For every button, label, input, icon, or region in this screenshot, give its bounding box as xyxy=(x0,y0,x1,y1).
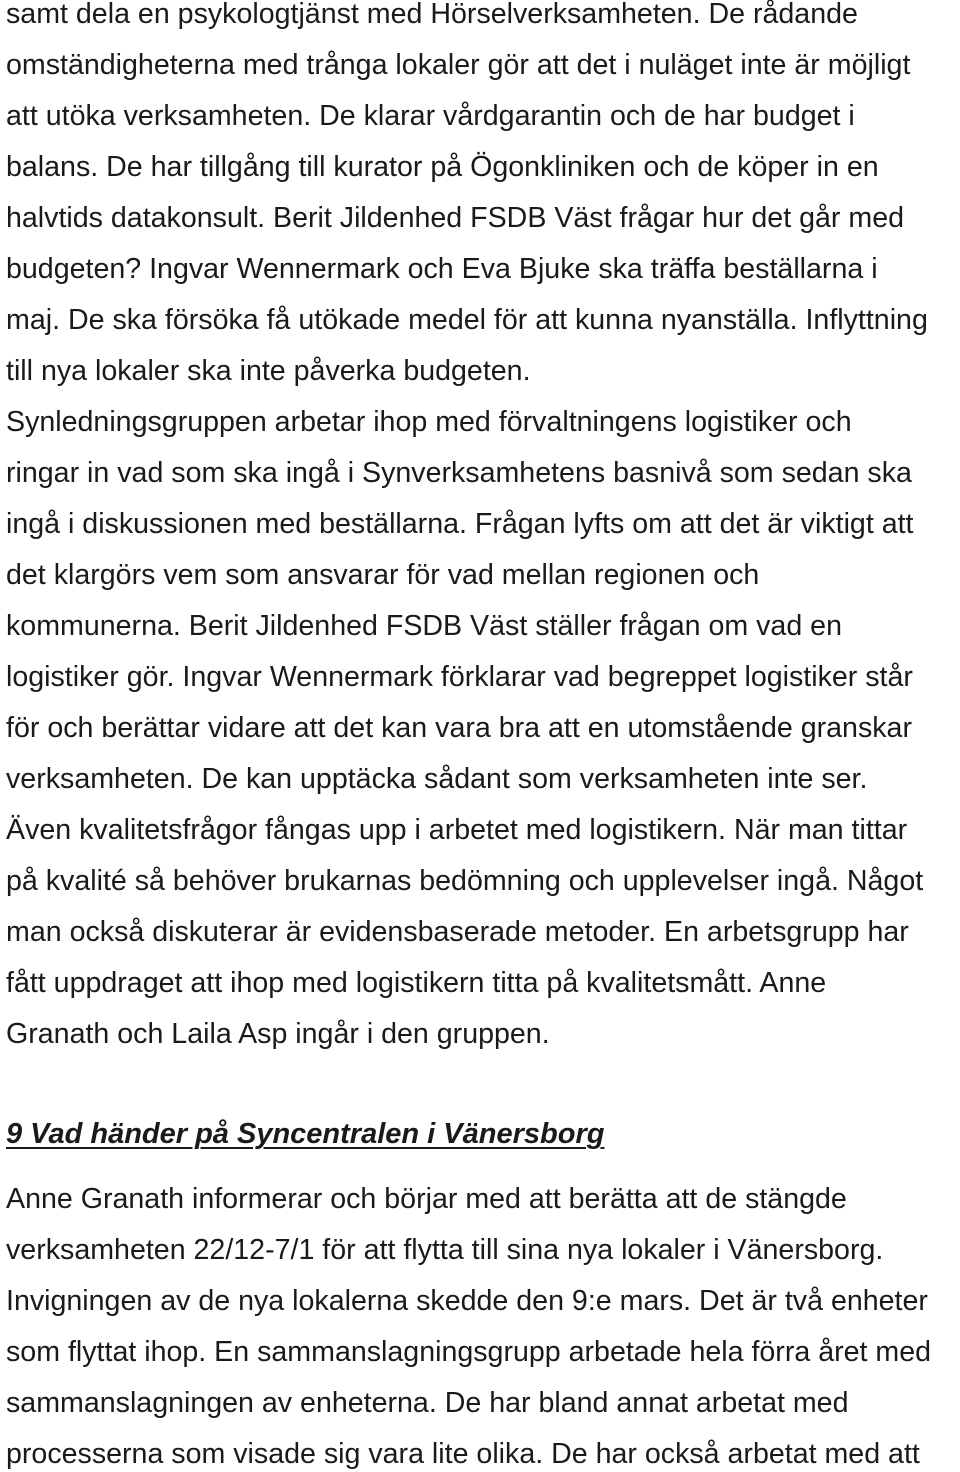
text-line: Granath och Laila Asp ingår i den gruppen. xyxy=(6,1018,550,1050)
text-line: maj. De ska försöka få utökade medel för att kunna nyanställa. Inflyttning xyxy=(6,304,928,336)
text-line: verksamheten. De kan upptäcka sådant som verksamheten inte ser. xyxy=(6,763,868,795)
text-line: Synledningsgruppen arbetar ihop med förvaltningens logistiker och xyxy=(6,406,852,438)
text-line: omständigheterna med trånga lokaler gör att det i nuläget inte är möjligt xyxy=(6,49,911,81)
text-line: fått uppdraget att ihop med logistikern titta på kvalitetsmått. Anne xyxy=(6,967,827,999)
text-line: sammanslagningen av enheterna. De har bland annat arbetat med xyxy=(6,1387,849,1419)
text-line: som flyttat ihop. En sammanslagningsgrupp arbetade hela förra året med xyxy=(6,1336,932,1368)
text-line: ingå i diskussionen med beställarna. Frågan lyfts om att det är viktigt att xyxy=(6,508,914,540)
text-line: balans. De har tillgång till kurator på Ögonkliniken och de köper in en xyxy=(6,151,879,183)
text-line: att utöka verksamheten. De klarar vårdgarantin och de har budget i xyxy=(6,100,855,132)
text-line: halvtids datakonsult. Berit Jildenhed FSDB Väst frågar hur det går med xyxy=(6,202,904,234)
text-line: Även kvalitetsfrågor fångas upp i arbetet med logistikern. När man tittar xyxy=(6,814,908,846)
text-line: samt dela en psykologtjänst med Hörselverksamheten. De rådande xyxy=(6,0,858,30)
text-line: verksamheten 22/12-7/1 för att flytta till sina nya lokaler i Vänersborg. xyxy=(6,1234,884,1266)
text-line: man också diskuterar är evidensbaserade metoder. En arbetsgrupp har xyxy=(6,916,909,948)
text-line: processerna som visade sig vara lite olika. De har också arbetat med att xyxy=(6,1438,920,1470)
text-line: budgeten? Ingvar Wennermark och Eva Bjuke ska träffa beställarna i xyxy=(6,253,878,285)
text-line: logistiker gör. Ingvar Wennermark förklarar vad begreppet logistiker står xyxy=(6,661,913,693)
text-line: för och berättar vidare att det kan vara bra att en utomstående granskar xyxy=(6,712,912,744)
text-line: på kvalité så behöver brukarnas bedömning och upplevelser ingå. Något xyxy=(6,865,924,897)
text-line: det klargörs vem som ansvarar för vad mellan regionen och xyxy=(6,559,760,591)
text-line: Invigningen av de nya lokalerna skedde den 9:e mars. Det är två enheter xyxy=(6,1285,928,1317)
text-line: Anne Granath informerar och börjar med att berätta att de stängde xyxy=(6,1183,847,1215)
text-line: kommunerna. Berit Jildenhed FSDB Väst ställer frågan om vad en xyxy=(6,610,842,642)
section-heading xyxy=(6,1115,604,1153)
section-heading-text: 9 Vad händer på Syncentralen i Vänersborg xyxy=(6,1118,605,1150)
text-line: till nya lokaler ska inte påverka budgeten. xyxy=(6,355,531,387)
text-line: ringar in vad som ska ingå i Synverksamhetens basnivå som sedan ska xyxy=(6,457,912,489)
